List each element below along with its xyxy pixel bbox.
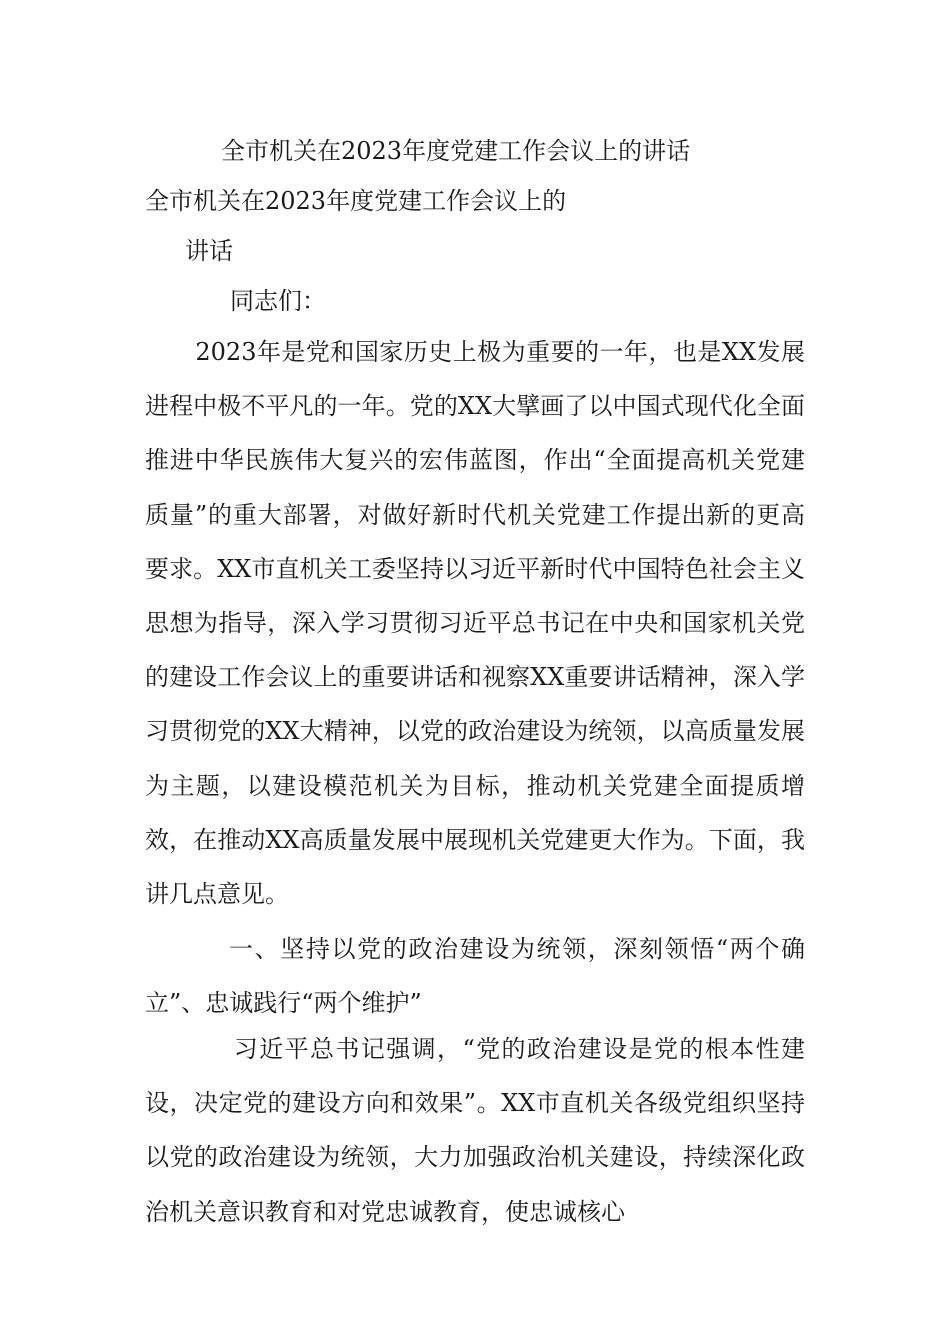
section-heading-1: 一、坚持以党的政治建设为统领，深刻领悟“两个确立”、忠诚践行“两个维护” [145,935,805,1018]
document-subtitle-line2: 讲话 [185,237,233,265]
document-title: 全市机关在2023年度党建工作会议上的讲话 [221,137,691,165]
document-subtitle-line1: 全市机关在2023年度党建工作会议上的 [145,187,567,215]
paragraph-intro: 2023年是党和国家历史上极为重要的一年，也是XX发展进程中极不平凡的一年。党的XX大擘画了以中国式现代化全面推进中华民族伟大复兴的宏伟蓝图，作出“全面提高机关党建质量”的重大部署，对做好新时代机关党建工作提出新的更高要求。XX市直机关工委坚持以习近平新时代中国特色社会主义思想为指导，深入学习贯彻习近平总书记在中央和国家机关党的建设工作会议上的重要讲话和视察XX重要讲话精神，深入学习贯彻党的XX大精神，以党的政治建设为统领，以高质量发展为主题，以建设模范机关为目标，推动机关党建全面提质增效，在推动XX高质量发展中展现机关党建更大作为。下面，我讲几点意见。 [145,338,805,909]
paragraph-section-1: 习近平总书记强调，“党的政治建设是党的根本性建设，决定党的建设方向和效果”。XX市直机关各级党组织坚持以党的政治建设为统领，大力加强政治机关建设，持续深化政治机关意识教育和对党忠诚教育，使忠诚核心 [145,1035,805,1226]
greeting: 同志们： [230,287,326,315]
